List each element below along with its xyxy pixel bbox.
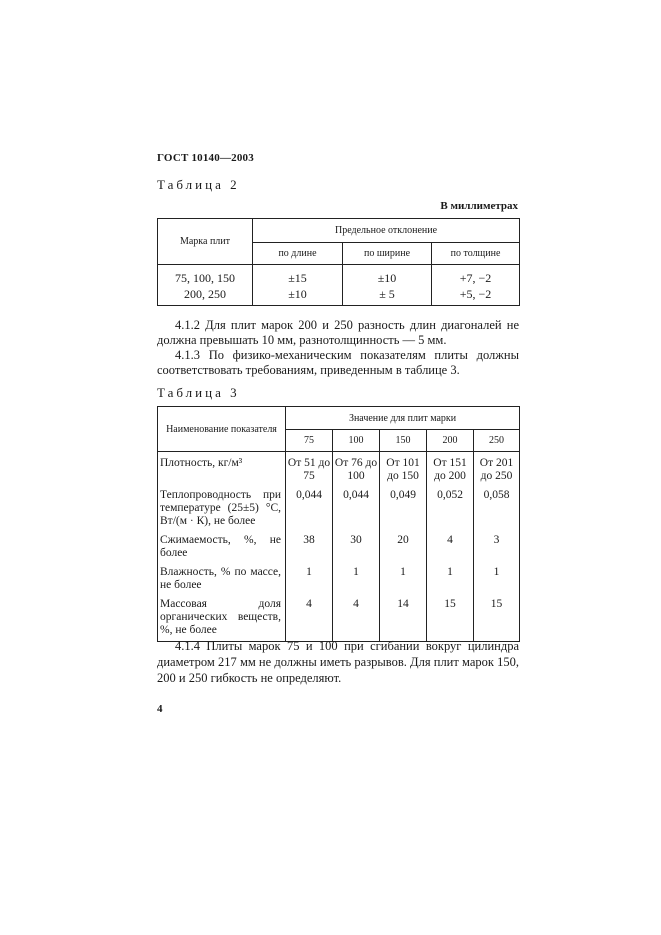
- table3-cell: От 101 до 150: [380, 452, 427, 484]
- table3-row-name: Массовая доля органических веществ, %, не более: [158, 592, 286, 642]
- table-row: [158, 452, 520, 484]
- table3-cell: 1: [427, 560, 474, 592]
- table3-cell: От 151 до 200: [427, 452, 474, 484]
- table2-cell: +7, −2: [432, 265, 520, 287]
- table2-header-length: по длине: [253, 243, 343, 265]
- table2-units: В миллиметрах: [440, 200, 518, 212]
- table2-cell: ± 5: [343, 286, 432, 306]
- table3-cell: 1: [474, 560, 520, 592]
- table-row: [158, 528, 520, 560]
- table2-cell: +5, −2: [432, 286, 520, 306]
- table3-cell: 0,044: [286, 483, 333, 528]
- table2-header-width: по ширине: [343, 243, 432, 265]
- table3-cell: 15: [427, 592, 474, 642]
- table3-cell: От 76 до 100: [333, 452, 380, 484]
- table2-cell: ±15: [253, 265, 343, 287]
- table3-header-group: Значение для плит марки: [286, 407, 520, 430]
- table3-row-name: Теплопроводность при температуре (25±5) °С, Вт/(м · К), не более: [158, 483, 286, 528]
- table3-cell: От 51 до 75: [286, 452, 333, 484]
- table3-header-grade: 150: [380, 430, 427, 452]
- page-number: 4: [157, 703, 163, 715]
- document-code: ГОСТ 10140—2003: [157, 152, 254, 164]
- table3-cell: 30: [333, 528, 380, 560]
- table-row: [158, 483, 520, 528]
- table3-cell: 14: [380, 592, 427, 642]
- table3-row-name: Сжимаемость, %, не более: [158, 528, 286, 560]
- paragraph-4-1-4: 4.1.4 Плиты марок 75 и 100 при сгибании вокруг цилиндра диаметром 217 мм не должны иметь разрывов. Для плит марок 150, 200 и 250 гибкость не определяют.: [157, 639, 519, 685]
- table2-header-group: Предельное отклонение: [253, 219, 520, 243]
- table-row: [158, 265, 520, 287]
- table2-header-thickness: по толщине: [432, 243, 520, 265]
- table3-header-grade: 75: [286, 430, 333, 452]
- table3-cell: 20: [380, 528, 427, 560]
- table3-cell: 3: [474, 528, 520, 560]
- table2-cell: 75, 100, 150: [158, 265, 253, 287]
- table3-cell: 38: [286, 528, 333, 560]
- table2-header-grade: Марка плит: [158, 219, 253, 265]
- table3-row-name: Влажность, % по массе, не более: [158, 560, 286, 592]
- paragraph-4-1-3: 4.1.3 По физико-механическим показателям плиты должны соответствовать требованиям, приведенным в таблице 3.: [157, 348, 519, 377]
- table3-header-grade: 100: [333, 430, 380, 452]
- table3-cell: 0,049: [380, 483, 427, 528]
- table3-caption: Таблица 3: [157, 385, 240, 400]
- table3-cell: 4: [333, 592, 380, 642]
- table3-cell: 4: [427, 528, 474, 560]
- table3-row-name: Плотность, кг/м³: [158, 452, 286, 484]
- table3-header-grade: 250: [474, 430, 520, 452]
- table3-header-name: Наименование показателя: [158, 407, 286, 452]
- table-row: [158, 592, 520, 642]
- table3-cell: 1: [286, 560, 333, 592]
- table3-cell: 1: [380, 560, 427, 592]
- table2-cell: 200, 250: [158, 286, 253, 306]
- paragraph-4-1-2: 4.1.2 Для плит марок 200 и 250 разность длин диагоналей не должна превышать 10 мм, разнотолщинность — 5 мм.: [157, 318, 519, 347]
- table2: [157, 218, 520, 306]
- table3-cell: 0,058: [474, 483, 520, 528]
- table-row: [158, 286, 520, 306]
- table3-cell: 4: [286, 592, 333, 642]
- table2-cell: ±10: [253, 286, 343, 306]
- table3-cell: 15: [474, 592, 520, 642]
- table-row: [158, 560, 520, 592]
- table3-cell: От 201 до 250: [474, 452, 520, 484]
- table2-caption: Таблица 2: [157, 177, 240, 192]
- table3-cell: 1: [333, 560, 380, 592]
- table2-cell: ±10: [343, 265, 432, 287]
- table3-cell: 0,052: [427, 483, 474, 528]
- table3: [157, 406, 520, 642]
- table3-cell: 0,044: [333, 483, 380, 528]
- table3-header-grade: 200: [427, 430, 474, 452]
